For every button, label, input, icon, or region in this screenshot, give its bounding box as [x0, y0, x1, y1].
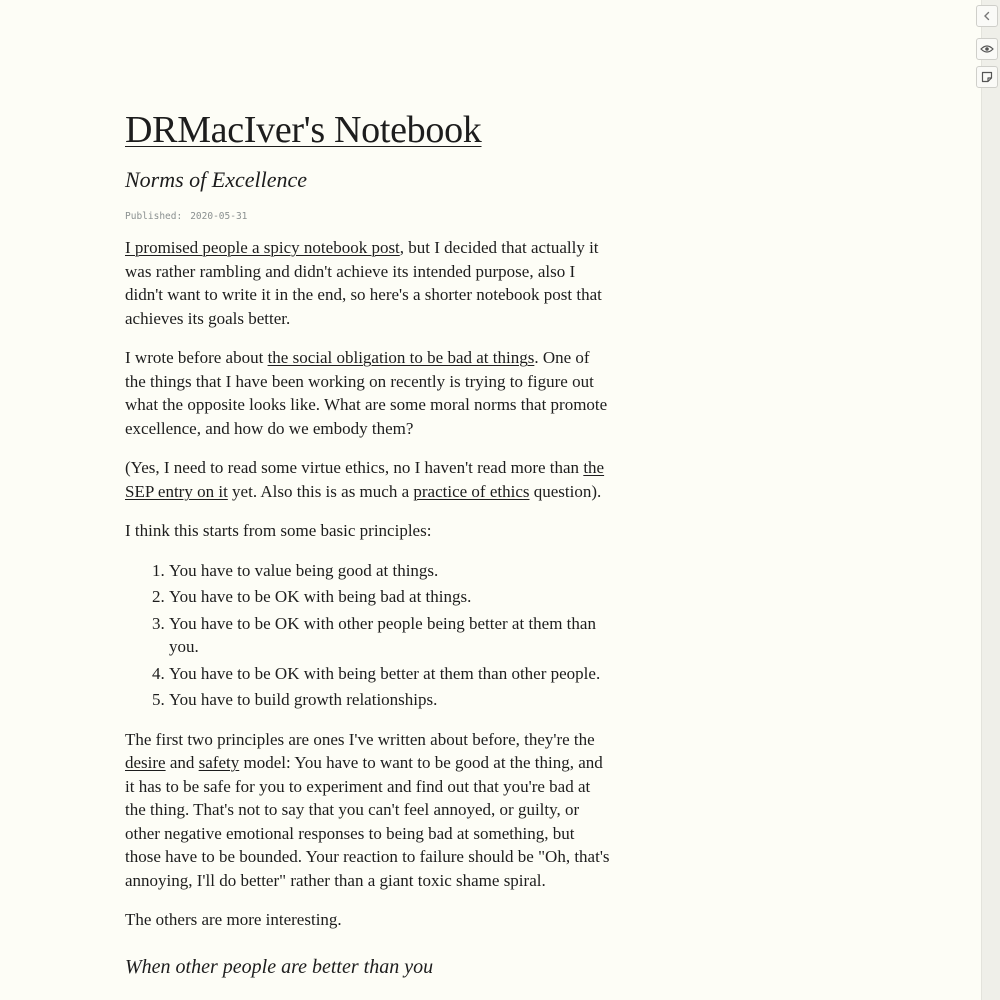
scrollbar-track[interactable] [981, 0, 1000, 1000]
link-safety[interactable]: safety [198, 753, 240, 772]
paragraph-5-text-c: model: You have to want to be good at the thing, and it has to be safe for you to experiment and find out that you're bad at the thing. That's not to say that you can't feel annoyed, or guilty, or other negative emotional responses to being bad at something, but those have to be bounded. Your reaction to failure should be "Oh, that's annoying, I'll do better" rather than a giant toxic shame spiral. [125, 753, 610, 890]
paragraph-1-text: , but I decided that actually it was rather rambling and didn't achieve its intended purpose, also I didn't want to write it in the end, so here's a shorter notebook post that achieves its goals better. [125, 238, 602, 328]
paragraph-4: I think this starts from some basic principles: [125, 521, 432, 540]
principles-list [125, 559, 610, 712]
paragraph-3-text-a: (Yes, I need to read some virtue ethics, no I haven't read more than [125, 458, 584, 477]
paragraph-2-text-a: I wrote before about [125, 348, 268, 367]
published-label: Published: [125, 211, 183, 222]
published-meta [125, 210, 610, 224]
paragraph-5-text-a: The first two principles are ones I've written about before, they're the [125, 729, 595, 749]
chevron-left-icon [982, 11, 992, 21]
post-title: Norms of Excellence [125, 167, 308, 192]
collapse-panel-button[interactable] [976, 5, 998, 27]
list-item: 1. You have to value being good at things. [169, 559, 610, 583]
link-spicy-notebook-post[interactable]: I promised people a spicy notebook post [125, 238, 400, 257]
view-button[interactable] [976, 38, 998, 60]
site-title-link[interactable]: DRMacIver's Notebook [125, 109, 482, 151]
eye-icon [980, 44, 994, 54]
note-button[interactable] [976, 66, 998, 88]
paragraph-3-text-c: question). [529, 481, 602, 501]
post-body [125, 236, 610, 980]
link-practice-of-ethics[interactable]: practice of ethics [413, 481, 530, 501]
list-item: 2. You have to be OK with being bad at things. [169, 585, 610, 609]
paragraph-5-text-b: and [165, 753, 199, 772]
sticky-note-icon [981, 71, 993, 83]
article [125, 108, 610, 980]
link-sep-entry[interactable]: the SEP entry on it [125, 458, 605, 501]
paragraph-2 [125, 346, 610, 440]
paragraph-2-text-b: . One of the things that I have been working on recently is trying to figure out what the opposite looks like. What are some moral norms that promote excellence, and how do we embody them? [125, 348, 608, 438]
list-item: 3. You have to be OK with other people being better at them than you. [169, 612, 610, 659]
paragraph-5 [125, 728, 610, 893]
paragraph-1 [125, 236, 610, 330]
section-heading: When other people are better than you [125, 955, 434, 978]
paragraph-6: The others are more interesting. [125, 910, 342, 929]
paragraph-3 [125, 456, 610, 503]
list-item: 5. You have to build growth relationships. [169, 688, 610, 712]
site-title [125, 108, 610, 152]
link-social-obligation[interactable]: the social obligation to be bad at things [267, 348, 535, 367]
link-desire[interactable]: desire [125, 753, 166, 772]
list-item: 4. You have to be OK with being better at them than other people. [169, 662, 610, 686]
published-date: 2020-05-31 [190, 211, 248, 222]
paragraph-3-text-b: yet. Also this is as much a [227, 481, 414, 501]
